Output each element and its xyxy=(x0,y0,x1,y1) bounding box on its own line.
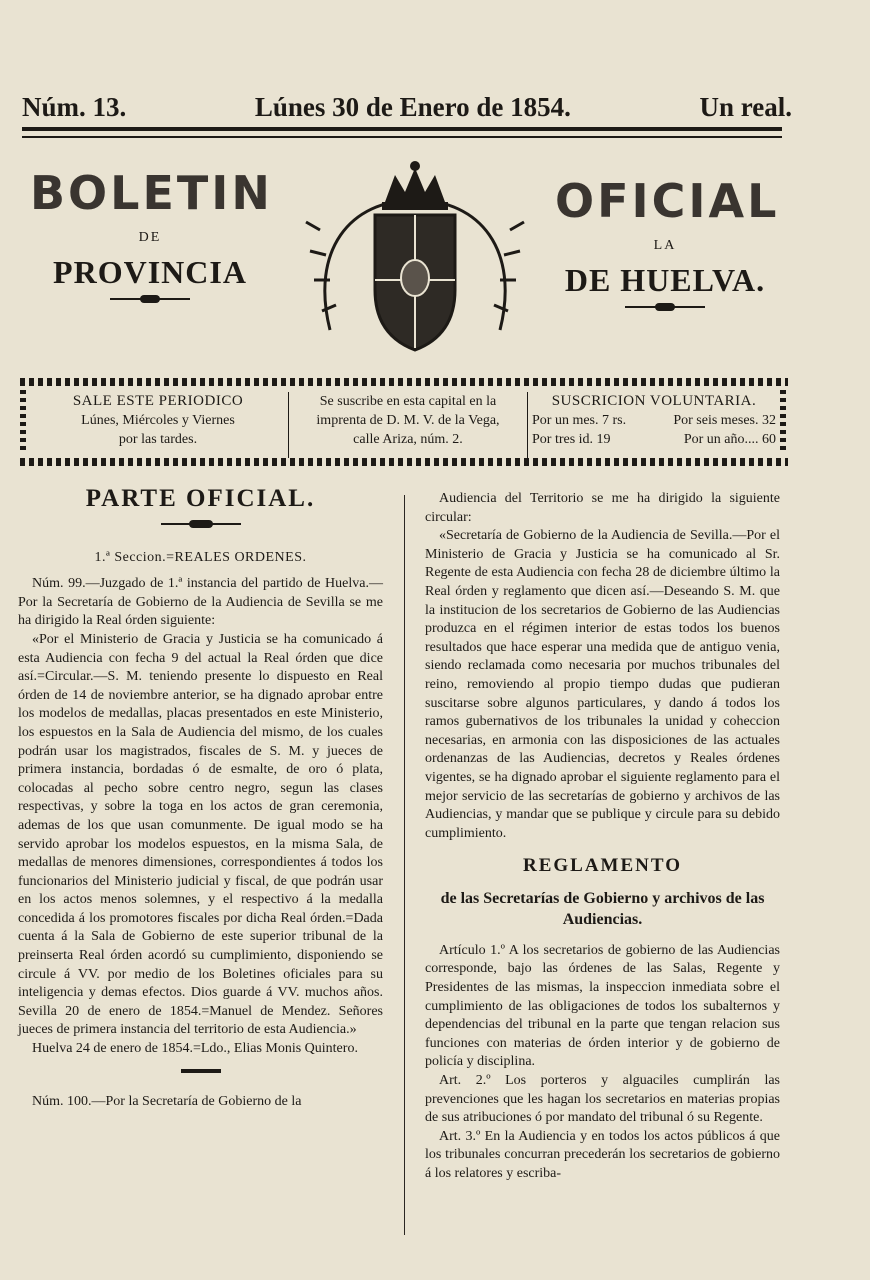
price-month: Por un mes. 7 rs. xyxy=(532,413,627,428)
subscription-box xyxy=(20,378,788,470)
ornament-border-top xyxy=(20,378,788,386)
paragraph: «Secretaría de Gobierno de la Audiencia de Sevilla.—Por el Ministerio de Gracia y Justicia se ha comunicado al Sr. Regente de esta Audiencia con fecha 28 de diciembre último la Real órden y reglamento que dicen así.—Deseando S. M. que la institucion de los secretarios de Gobierno de las Audiencias produzca en el régimen interior de estas todos los buenos resultados que hace esperar una medida que de antiguo venia, siendo reclamada como necesaria por muchos tribunales del reino, removiendo al propio tiempo dudas que pudieran suscitarse sobre algunos particulares, y dando á todos los ramos gubernativos de los tribunales la unidad y coheccion necesarias, en armonia con las disposiciones de las actuales ordenanzas de las Audiencias, decretos y Reales órdenes vigentes, se ha dignado aprobar el siguiente reglamento para el mejor servicio de las secretarías de gobierno y archivos de las Audiencias, y mandar que se publique y circule para su debido cumplimiento. xyxy=(425,528,780,841)
signature-line: Huelva 24 de enero de 1854.=Ldo., Elias Monis Quintero. xyxy=(32,1041,358,1057)
column-divider xyxy=(404,495,405,1235)
masthead-word-la: LA xyxy=(653,238,677,253)
schedule-days: Lúnes, Miércoles y Viernes xyxy=(81,413,235,428)
price-six-months: Por seis meses. 32 xyxy=(673,413,776,428)
masthead-left xyxy=(30,166,273,300)
ornament-border-left xyxy=(20,390,26,454)
ornament-divider xyxy=(110,298,190,300)
masthead-word-oficial: OFICIAL xyxy=(555,174,780,228)
prices-heading: SUSCRICION VOLUNTARIA. xyxy=(551,393,757,409)
article-2: Art. 2.º Los porteros y alguaciles cumplirán las prevenciones que les hagan los secretarios en materias propias de sus atribuciones ó por mandato del tribunal ó su Regente. xyxy=(425,1073,780,1126)
paragraph: Núm. 100.—Por la Secretaría de Gobierno de la xyxy=(32,1093,302,1109)
address-line: calle Ariza, núm. 2. xyxy=(353,432,463,447)
masthead-word-huelva: DE HUELVA. xyxy=(564,262,766,298)
schedule-heading: SALE ESTE PERIODICO xyxy=(72,393,244,409)
masthead-topline xyxy=(22,92,792,132)
price-row xyxy=(532,430,776,449)
masthead-word-boletin: BOLETIN xyxy=(30,166,273,220)
paragraph: «Por el Ministerio de Gracia y Justicia se ha comunicado á esta Audiencia con fecha 9 del actual la Real órden que dice así.=Circular.—S. M. teniendo presente lo dispuesto en Real órden de 14 de noviembre anterior, se ha dignado aprobar entre los modelos de medallas, placas presentados en este Ministerio, los espuestos en la Sala de Audiencia del mismo, de los cuales podrán usar los magistrados, fiscales de S. M. y jueces de primera instancia, bordadas ó de esmalte, de oro ó plata, colocadas al pecho sobre centro negro, segun las clases respectivas, y sobre la toga en los actos de gran ceremonia, ademas de los que usan comunmente. De igual modo se ha servido aprobar los modelos espuestos, en la misma Sala, de medallas de menores dimensiones, correspondientes á todos los funcionarios del Ministerio judicial y fiscal, de que podrán usar en los actos menos solemnes, y el respectivo á la medalla concedida á los promotores fiscales por dicha Real órden.=Dada cuenta á la Sala de Gobierno de este superior tribunal de la preinserta Real órden acordó su cumplimiento, disponiendo se circule á VV. por medio de los Boletines oficiales para su inteligencia y demas efectos. Dios guarde á VV. muchos años. Sevilla 20 de enero de 1854.=Manuel de Mendez. Señores jueces de primera instancia del territorio de esta Audiencia.» xyxy=(18,631,383,1038)
address-line: imprenta de D. M. V. de la Vega, xyxy=(316,413,500,428)
regulation-subtitle: de las Secretarías de Gobierno y archivos de las Audiencias. xyxy=(440,889,765,928)
ornament-divider xyxy=(625,306,705,308)
masthead-right xyxy=(555,174,780,308)
price-row xyxy=(532,411,776,430)
price-year: Por un año.... 60 xyxy=(683,432,776,447)
royal-coat-of-arms-icon xyxy=(290,160,540,360)
issue-price: Un real. xyxy=(699,92,792,122)
price-three-months: Por tres id. 19 xyxy=(532,432,611,447)
regulation-title: REGLAMENTO xyxy=(522,855,682,877)
subscription-address xyxy=(288,392,528,458)
address-line: Se suscribe en esta capital en la xyxy=(319,394,497,409)
left-column xyxy=(18,485,383,1111)
masthead-word-provincia: PROVINCIA xyxy=(53,254,247,290)
masthead-rule xyxy=(22,127,782,131)
paragraph: Audiencia del Territorio se me ha dirigido la siguiente circular: xyxy=(425,491,780,525)
schedule-time: por las tardes. xyxy=(118,432,198,447)
ornament-border-bottom xyxy=(20,458,788,466)
publication-schedule xyxy=(38,392,278,449)
section-title: PARTE OFICIAL. xyxy=(85,485,316,512)
paragraph: Núm. 99.—Juzgado de 1.ª instancia del partido de Huelva.—Por la Secretaría de Gobierno de la Audiencia de Sevilla se me ha dirigido la Real órden siguiente: xyxy=(18,576,383,629)
masthead-rule-thin xyxy=(22,136,782,138)
right-column xyxy=(425,490,780,1184)
subscription-prices xyxy=(532,392,776,449)
article-3: Art. 3.º En la Audiencia y en todos los actos públicos á que los tribunales concurran precederán los secretarios de gobierno á los relatores y escriba- xyxy=(425,1128,780,1181)
separator-mark xyxy=(181,1069,221,1073)
ornament-divider xyxy=(161,523,241,525)
issue-date: Lúnes 30 de Enero de 1854. xyxy=(254,92,571,122)
issue-number: Núm. 13. xyxy=(22,92,127,122)
ornament-border-right xyxy=(780,390,786,454)
section-heading: 1.ª Seccion.=REALES ORDENES. xyxy=(94,549,307,565)
article-1: Artículo 1.º A los secretarios de gobierno de las Audiencias corresponde, bajo las órdenes de las Salas, Regente y Presidentes de las mismas, la inspeccion inmediata sobre el cumplimiento de las obligaciones de todos los subalternos y dependencias del tribunal en la parte que tengan relacion sus funciones con materias de órden interior y de gobierno de policía y disciplina. xyxy=(425,942,780,1070)
masthead-word-de: DE xyxy=(138,230,162,245)
